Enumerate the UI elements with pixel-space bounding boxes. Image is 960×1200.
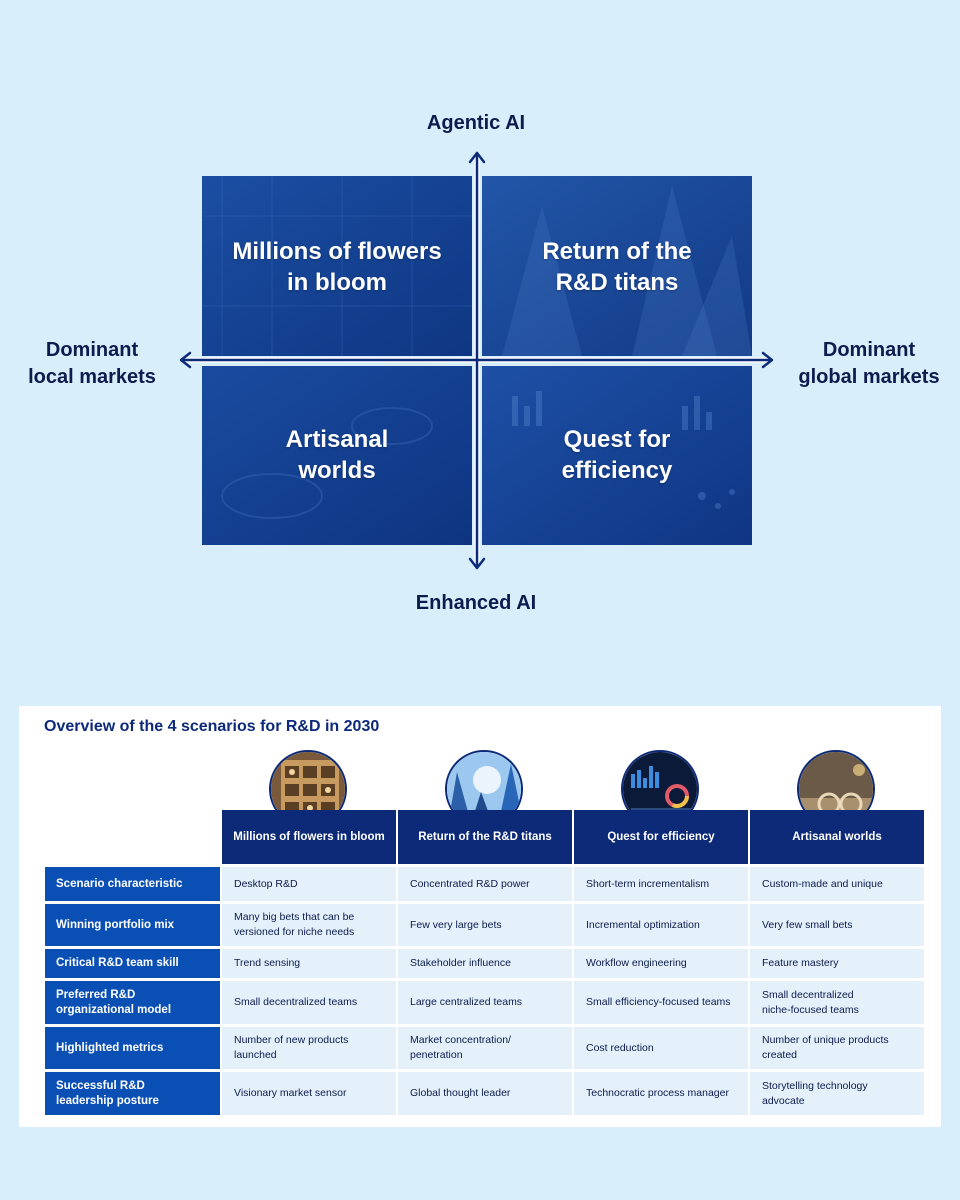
quadrant-title-top-left-line2: in bloom — [287, 269, 387, 296]
axis-label-right-line2: global markets — [798, 366, 940, 388]
table-title: Overview of the 4 scenarios for R&D in 2030 — [44, 718, 380, 735]
table-cell: Stakeholder influence — [398, 949, 572, 978]
table-cell: Many big bets that can be versioned for niche needs — [222, 904, 396, 946]
column-header-titans: Return of the R&D titans — [398, 810, 572, 864]
row-header-critical-team-skill: Critical R&D team skill — [45, 949, 220, 978]
axis-label-left-line2: local markets — [28, 366, 156, 388]
axis-label-right-line1: Dominant — [822, 339, 916, 361]
table-cell: Number of new products launched — [222, 1027, 396, 1069]
table-cell: Small efficiency-focused teams — [574, 981, 748, 1024]
quadrant-title-bottom-right-line2: efficiency — [561, 457, 673, 484]
row-header-highlighted-metrics: Highlighted metrics — [45, 1027, 220, 1069]
table-cell: Small decentralized teams — [222, 981, 396, 1024]
axis-label-bottom: Enhanced AI — [415, 592, 537, 614]
table-cell: Feature mastery — [750, 949, 924, 978]
row-header-winning-portfolio-mix: Winning portfolio mix — [45, 904, 220, 946]
quadrant-title-top-right-line1: Return of the — [542, 238, 692, 265]
table-cell: Short-term incrementalism — [574, 867, 748, 901]
table-cell: Visionary market sensor — [222, 1072, 396, 1115]
table-cell: Few very large bets — [398, 904, 572, 946]
row-header-scenario-characteristic: Scenario characteristic — [45, 867, 220, 901]
quadrant-title-bottom-left-line1: Artisanal — [285, 426, 389, 453]
table-cell: Number of unique products created — [750, 1027, 924, 1069]
table-cell: Global thought leader — [398, 1072, 572, 1115]
table-cell: Storytelling technology advocate — [750, 1072, 924, 1115]
quadrant-title-bottom-right-line1: Quest for — [563, 426, 671, 453]
row-header-leadership-posture: Successful R&D leadership posture — [45, 1072, 220, 1115]
axis-label-left-line1: Dominant — [45, 339, 139, 361]
table-cell: Incremental optimization — [574, 904, 748, 946]
table-cell: Workflow engineering — [574, 949, 748, 978]
table-cell: Technocratic process manager — [574, 1072, 748, 1115]
table-cell: Trend sensing — [222, 949, 396, 978]
axis-label-top: Agentic AI — [426, 112, 526, 134]
row-header-organizational-model: Preferred R&D organizational model — [45, 981, 220, 1024]
quadrant-title-bottom-left-line2: worlds — [298, 457, 376, 484]
table-cell: Concentrated R&D power — [398, 867, 572, 901]
column-header-flowers: Millions of flowers in bloom — [222, 810, 396, 864]
table-cell: Desktop R&D — [222, 867, 396, 901]
quadrant-title-top-right-line2: R&D titans — [555, 269, 679, 296]
table-cell: Large centralized teams — [398, 981, 572, 1024]
table-cell: Small decentralized niche-focused teams — [750, 981, 924, 1024]
column-header-efficiency: Quest for efficiency — [574, 810, 748, 864]
quadrant-title-top-left-line1: Millions of flowers — [232, 238, 442, 265]
overview-table-card — [19, 706, 941, 1127]
table-cell: Very few small bets — [750, 904, 924, 946]
table-cell: Custom-made and unique — [750, 867, 924, 901]
table-cell: Market concentration/ penetration — [398, 1027, 572, 1069]
column-header-artisanal: Artisanal worlds — [750, 810, 924, 864]
table-cell: Cost reduction — [574, 1027, 748, 1069]
